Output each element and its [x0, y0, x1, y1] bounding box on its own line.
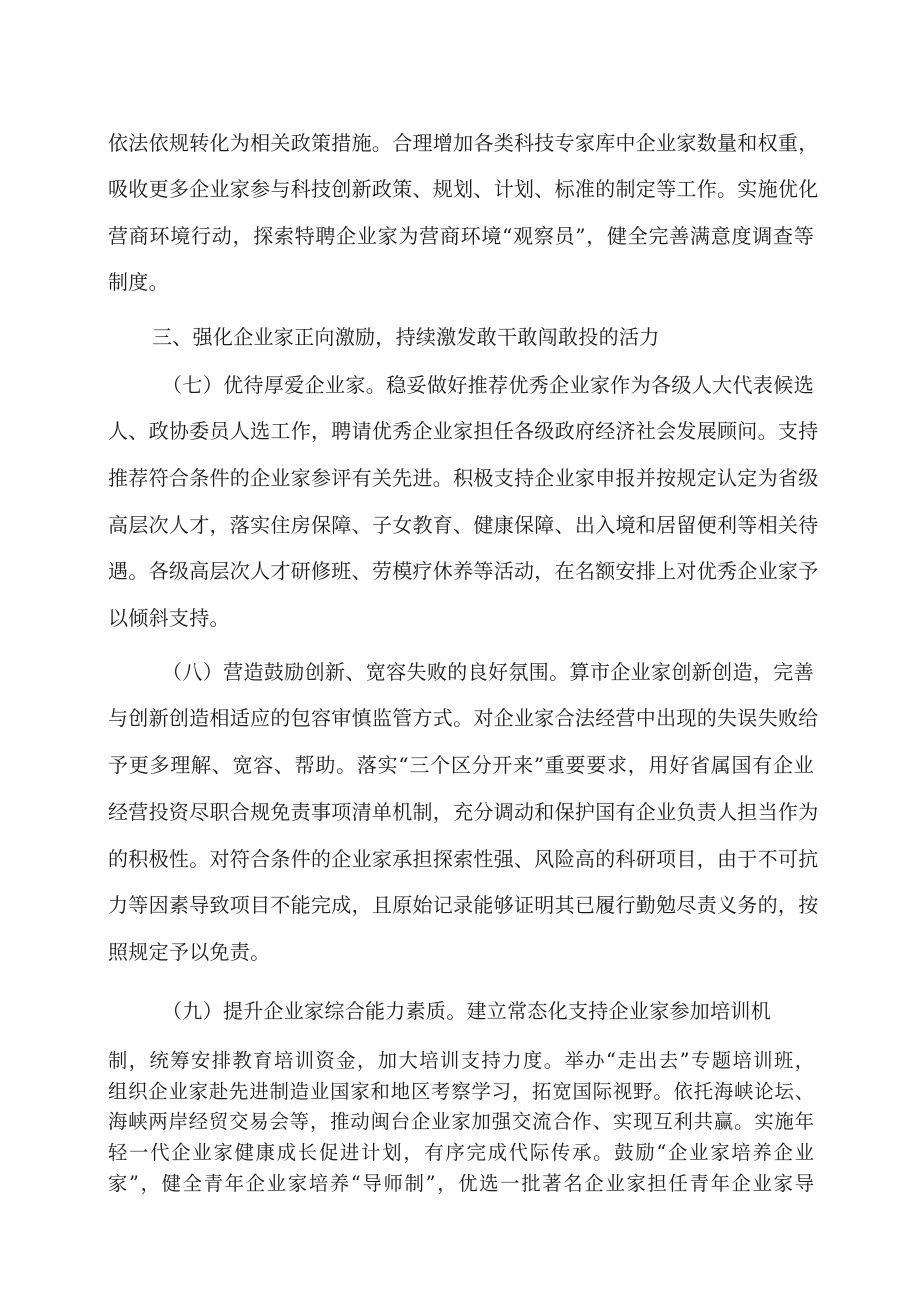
paragraph-line: 与创新创造相适应的包容审慎监管方式。对企业家合法经营中出现的失误失败给 [108, 706, 819, 730]
paragraph-line: 高层次人才，落实住房保障、子女教育、健康保障、出入境和居留便利等相关待 [108, 513, 819, 537]
paragraph-line: 推荐符合条件的企业家参评有关先进。积极支持企业家申报并按规定认定为省级 [108, 466, 819, 490]
paragraph-line: （九）提升企业家综合能力素质。建立常态化支持企业家参加培训机 [162, 999, 771, 1023]
paragraph-line: 制度。 [108, 270, 169, 294]
paragraph-line: 以倾斜支持。 [108, 606, 230, 630]
paragraph-line: 照规定予以免责。 [108, 940, 271, 964]
paragraph-line: 制，统筹安排教育培训资金，加大培训支持力度。举办“走出去”专题培训班， [108, 1049, 814, 1072]
paragraph-line: 的积极性。对符合条件的企业家承担探索性强、风险高的科研项目，由于不可抗 [108, 847, 819, 871]
paragraph-line: 吸收更多企业家参与科技创新政策、规划、计划、标准的制定等工作。实施优化 [108, 177, 819, 201]
paragraph-line: （八）营造鼓励创新、宽容失败的良好氛围。算市企业家创新创造，完善 [162, 660, 814, 684]
paragraph-line: 海峡两岸经贸交易会等，推动闽台企业家加强交流合作、实现互利共赢。实施年 [108, 1110, 814, 1133]
paragraph-line: 力等因素导致项目不能完成，且原始记录能够证明其已履行勤勉尽责义务的，按 [108, 893, 819, 917]
paragraph-line: 遇。各级高层次人才研修班、劳模疗休养等活动，在名额安排上对优秀企业家予 [108, 559, 819, 583]
paragraph-line: 营商环境行动，探索特聘企业家为营商环境“观察员”，健全完善满意度调查等 [108, 224, 814, 248]
paragraph-line: 家”，健全青年企业家培养“导师制”，优选一批著名企业家担任青年企业家导 [108, 1172, 814, 1195]
paragraph-line: 轻一代企业家健康成长促进计划，有序完成代际传承。鼓励“企业家培养企业 [108, 1141, 814, 1164]
paragraph-line: 予更多理解、宽容、帮助。落实“三个区分开来”重要要求，用好省属国有企业 [108, 753, 814, 777]
paragraph-line: 人、政协委员人选工作，聘请优秀企业家担任各级政府经济社会发展顾问。支持 [108, 419, 819, 443]
paragraph-line: 组织企业家赴先进制造业国家和地区考察学习，拓宽国际视野。依托海峡论坛、 [108, 1080, 814, 1103]
section-heading: 三、强化企业家正向激励，持续激发敢干敢闯敢投的活力 [152, 325, 660, 349]
paragraph-line: 经营投资尽职合规免责事项清单机制，充分调动和保护国有企业负责人担当作为 [108, 800, 819, 824]
paragraph-line: 依法依规转化为相关政策措施。合理增加各类科技专家库中企业家数量和权重， [108, 131, 819, 155]
paragraph-line: （七）优待厚爱企业家。稳妥做好推荐优秀企业家作为各级人大代表候选 [162, 373, 814, 397]
